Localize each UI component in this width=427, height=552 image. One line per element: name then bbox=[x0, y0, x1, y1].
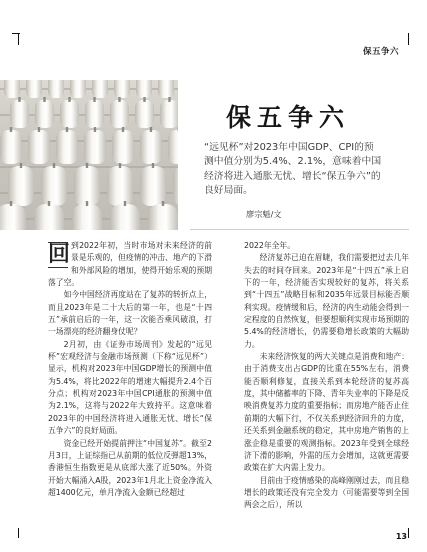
spool-shape bbox=[168, 130, 178, 164]
crop-mark bbox=[18, 33, 19, 45]
spool-shape bbox=[110, 204, 140, 230]
paragraph: 2月初，由《证券市场周刊》发起的“远见杯”宏观经济与金融市场预测（下称“远见杯”）显示，机构对2023年中国GDP增长的预测中值为5.4%，将比2022年的增速大幅提升2.4个百分点；机构对2023年中国CPI通胀的预测中值为2.1%，这将与2022年大致持平。这意味着2023年的中国经济将进入通胀无忧、增长“保五争六”的良好局面。 bbox=[48, 339, 212, 436]
paragraph bbox=[48, 240, 212, 289]
spool-shape bbox=[56, 130, 78, 164]
spool-shape bbox=[0, 130, 22, 164]
spool-shape bbox=[34, 204, 64, 230]
spool-shape bbox=[10, 100, 29, 128]
spool-shape bbox=[70, 80, 86, 98]
paragraph-text: 到2022年初，当时市场对未来经济的前景是乐观的，但疫情的冲击、地产的下滑和外部风险的增加，使得开始乐观的预期落了空。 bbox=[48, 241, 212, 288]
byline: 廖宗魁/文 bbox=[246, 209, 282, 219]
drop-cap: 回 bbox=[48, 241, 71, 267]
spool-shape bbox=[110, 100, 129, 128]
spool-shape bbox=[41, 166, 67, 206]
spool-shape bbox=[4, 80, 20, 98]
spool-shape bbox=[140, 166, 166, 206]
divider bbox=[190, 229, 409, 230]
spool-shape bbox=[28, 130, 50, 164]
spool-shape bbox=[148, 204, 178, 230]
article-title: 保五争六 bbox=[225, 103, 350, 132]
spool-shape bbox=[107, 166, 133, 206]
spool-shape bbox=[85, 100, 104, 128]
spool-shape bbox=[112, 130, 134, 164]
article-column-right bbox=[244, 240, 409, 512]
spool-shape bbox=[135, 100, 154, 128]
crop-mark bbox=[12, 33, 20, 34]
spool-shape bbox=[173, 166, 178, 206]
spool-shape bbox=[26, 80, 42, 98]
article-lead: “远见杯”对2023年中国GDP、CPI的预测中值分别为5.4%、2.1%，意味着中国经济将进入通胀无忧、增长“保五争六”的良好局面。 bbox=[204, 142, 382, 197]
spool-shape bbox=[35, 100, 54, 128]
paragraph: 目前由于疫情感染的高峰刚刚过去，而且稳增长的政策还没有完全发力（可能需要等到全国两会之后），所以 bbox=[244, 475, 409, 510]
page-number: 13 bbox=[395, 532, 407, 541]
paragraph: 如今中国经济再度站在了复苏的转折点上，而且2023年是二十大后的第一年，也是“十四五”承前启后的一年，这一次能否乘风破浪，打一场漂亮的经济翻身仗呢？ bbox=[48, 290, 212, 337]
textile-spools-photo bbox=[0, 80, 178, 230]
spool-shape bbox=[72, 204, 102, 230]
article-column-left bbox=[48, 240, 212, 499]
crop-mark bbox=[18, 528, 19, 538]
spool-shape bbox=[160, 100, 178, 128]
paragraph: 经济复苏已迫在眉睫，我们需要把过去几年失去的时间夺回来。2023年是“十四五”承上启下的一年，经济能否实现较好的复苏，将关系到“十四五”战略目标和2035年远景目标能否顺利实现。疫情缓和后，经济的内生动能会得到一定程度的自然恢复，但要想顺利实现市场预期的5.4%的经济增长，仍需要稳增长政策的大幅助力。 bbox=[244, 253, 409, 349]
spool-shape bbox=[136, 80, 152, 98]
spool-shape bbox=[74, 166, 100, 206]
spool-shape bbox=[158, 80, 174, 98]
spool-shape bbox=[92, 80, 108, 98]
spool-shape bbox=[8, 166, 34, 206]
paragraph: 资金已经开始提前押注“中国复苏”。截至2月3日，上证综指已从前期的低位反弹超13%，香港恒生指数更是从底部大涨了近50%。外资开始大幅涌入A股，2023年1月北上资金净流入超1400亿元，单月净流入金额已经超过 bbox=[48, 438, 212, 497]
crop-mark bbox=[408, 528, 409, 538]
paragraph: 2022年全年。 bbox=[244, 241, 296, 250]
spool-shape bbox=[0, 204, 26, 230]
paragraph: 未来经济恢复的两大关键点是消费和地产：由于消费支出占GDP的比重在55%左右，消费能否顺利修复，直接关系到本轮经济的复苏高度，其中储蓄率的下降、青年失业率的下降是反映消费复苏力度的重要指标；而房地产能否止住前期的大幅下行，不仅关系到经济回升的力度，还关系到金融系统的稳定，其中房地产销售的上涨企稳是重要的观测指标。2023年受到全球经济下滑的影响，外需的压力会增加，这就更需要政策在扩大内需上发力。 bbox=[244, 352, 409, 473]
spool-illustration bbox=[0, 80, 178, 230]
spool-shape bbox=[114, 80, 130, 98]
spool-shape bbox=[84, 130, 106, 164]
spool-shape bbox=[140, 130, 162, 164]
spool-shape bbox=[60, 100, 79, 128]
section-tag: 保五争六 bbox=[362, 47, 399, 57]
spool-shape bbox=[48, 80, 64, 98]
crop-mark bbox=[408, 33, 409, 45]
